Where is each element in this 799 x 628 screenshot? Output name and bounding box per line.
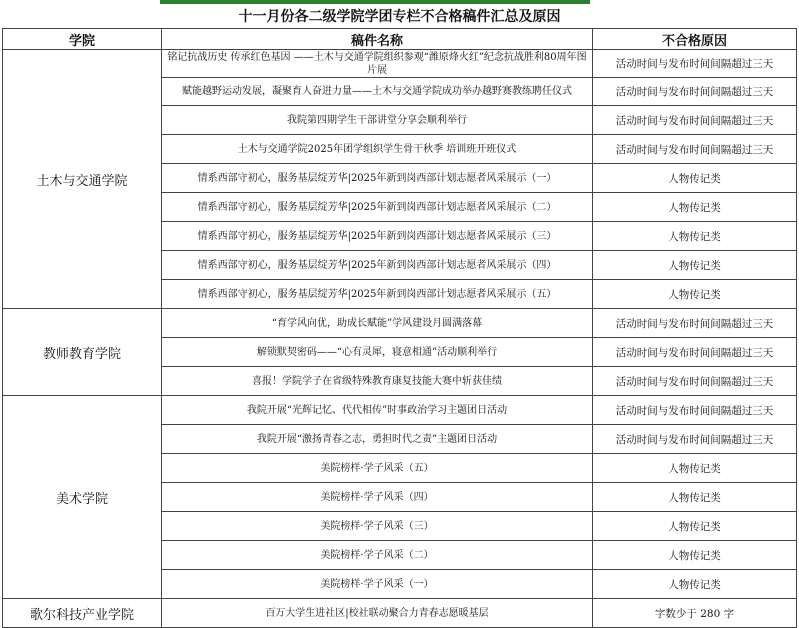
reason-cell: 活动时间与发布时间间隔超过三天: [593, 50, 797, 78]
table-row: [3, 309, 797, 338]
article-title-cell: 情系西部守初心，服务基层绽芳华|2025年新到岗西部计划志愿者风采展示（四）: [162, 251, 593, 280]
article-title-cell: 我院开展“激扬青春之志，勇担时代之责”主题团日活动: [162, 425, 593, 454]
reason-cell: 字数少于 280 字: [593, 599, 797, 628]
column-header-doc: 稿件名称: [162, 29, 593, 50]
article-title-cell: 喜报！学院学子在省级特殊教育康复技能大赛中斩获佳绩: [162, 367, 593, 396]
table-row: [3, 396, 797, 425]
article-title-cell: 情系西部守初心，服务基层绽芳华|2025年新到岗西部计划志愿者风采展示（一）: [162, 164, 593, 193]
column-header-college: 学院: [3, 29, 162, 50]
unqualified-articles-table: [2, 4, 797, 628]
article-title-cell: 铭记抗战历史 传承红色基因 ——土木与交通学院组织参观“潍原烽火红”纪念抗战胜利80周年图片展: [162, 50, 593, 78]
college-cell: 教师教育学院: [3, 309, 162, 396]
article-title-cell: 情系西部守初心，服务基层绽芳华|2025年新到岗西部计划志愿者风采展示（三）: [162, 222, 593, 251]
article-title-cell: 美院榜样·学子风采（四）: [162, 483, 593, 512]
reason-cell: 人物传记类: [593, 570, 797, 599]
article-title-cell: 赋能越野运动发展，凝聚育人奋进力量——土木与交通学院成功举办越野赛教练聘任仪式: [162, 78, 593, 106]
reason-cell: 活动时间与发布时间间隔超过三天: [593, 78, 797, 106]
reason-cell: 人物传记类: [593, 251, 797, 280]
reason-cell: 人物传记类: [593, 193, 797, 222]
article-title-cell: 百万大学生进社区|校社联动聚合力青春志愿暖基层: [162, 599, 593, 628]
article-title-cell: 我院第四期学生干部讲堂分享会顺利举行: [162, 106, 593, 135]
article-title-cell: 情系西部守初心，服务基层绽芳华|2025年新到岗西部计划志愿者风采展示（二）: [162, 193, 593, 222]
article-title-cell: 美院榜样·学子风采（五）: [162, 454, 593, 483]
reason-cell: 人物传记类: [593, 483, 797, 512]
reason-cell: 人物传记类: [593, 280, 797, 309]
reason-cell: 人物传记类: [593, 454, 797, 483]
reason-cell: 人物传记类: [593, 541, 797, 570]
reason-cell: 人物传记类: [593, 222, 797, 251]
reason-cell: 活动时间与发布时间间隔超过三天: [593, 338, 797, 367]
article-title-cell: 美院榜样·学子风采（三）: [162, 512, 593, 541]
reason-cell: 活动时间与发布时间间隔超过三天: [593, 135, 797, 164]
table-body: [3, 50, 797, 628]
article-title-cell: 解锁默契密码——“心有灵犀，寝意相通”活动顺利举行: [162, 338, 593, 367]
reason-cell: 活动时间与发布时间间隔超过三天: [593, 309, 797, 338]
article-title-cell: “育学风向优，助成长赋能”学风建设月圆满落幕: [162, 309, 593, 338]
article-title-cell: 我院开展“光辉记忆、代代相传”时事政治学习主题团日活动: [162, 396, 593, 425]
reason-cell: 活动时间与发布时间间隔超过三天: [593, 367, 797, 396]
college-cell: 土木与交通学院: [3, 50, 162, 309]
article-title-cell: 情系西部守初心，服务基层绽芳华|2025年新到岗西部计划志愿者风采展示（五）: [162, 280, 593, 309]
column-header-reason: 不合格原因: [593, 29, 797, 50]
reason-cell: 活动时间与发布时间间隔超过三天: [593, 425, 797, 454]
reason-cell: 人物传记类: [593, 512, 797, 541]
college-cell: 歌尔科技产业学院: [3, 599, 162, 628]
table-row: [3, 599, 797, 628]
page-title: 十一月份各二级学院学团专栏不合格稿件汇总及原因: [238, 9, 561, 25]
college-cell: 美术学院: [3, 396, 162, 599]
reason-cell: 活动时间与发布时间间隔超过三天: [593, 396, 797, 425]
article-title-cell: 土木与交通学院2025年团学组织学生骨干秋季 培训班开班仪式: [162, 135, 593, 164]
reason-cell: 活动时间与发布时间间隔超过三天: [593, 106, 797, 135]
article-title-cell: 美院榜样·学子风采（一）: [162, 570, 593, 599]
article-title-cell: 美院榜样·学子风采（二）: [162, 541, 593, 570]
reason-cell: 人物传记类: [593, 164, 797, 193]
table-row: [3, 50, 797, 78]
